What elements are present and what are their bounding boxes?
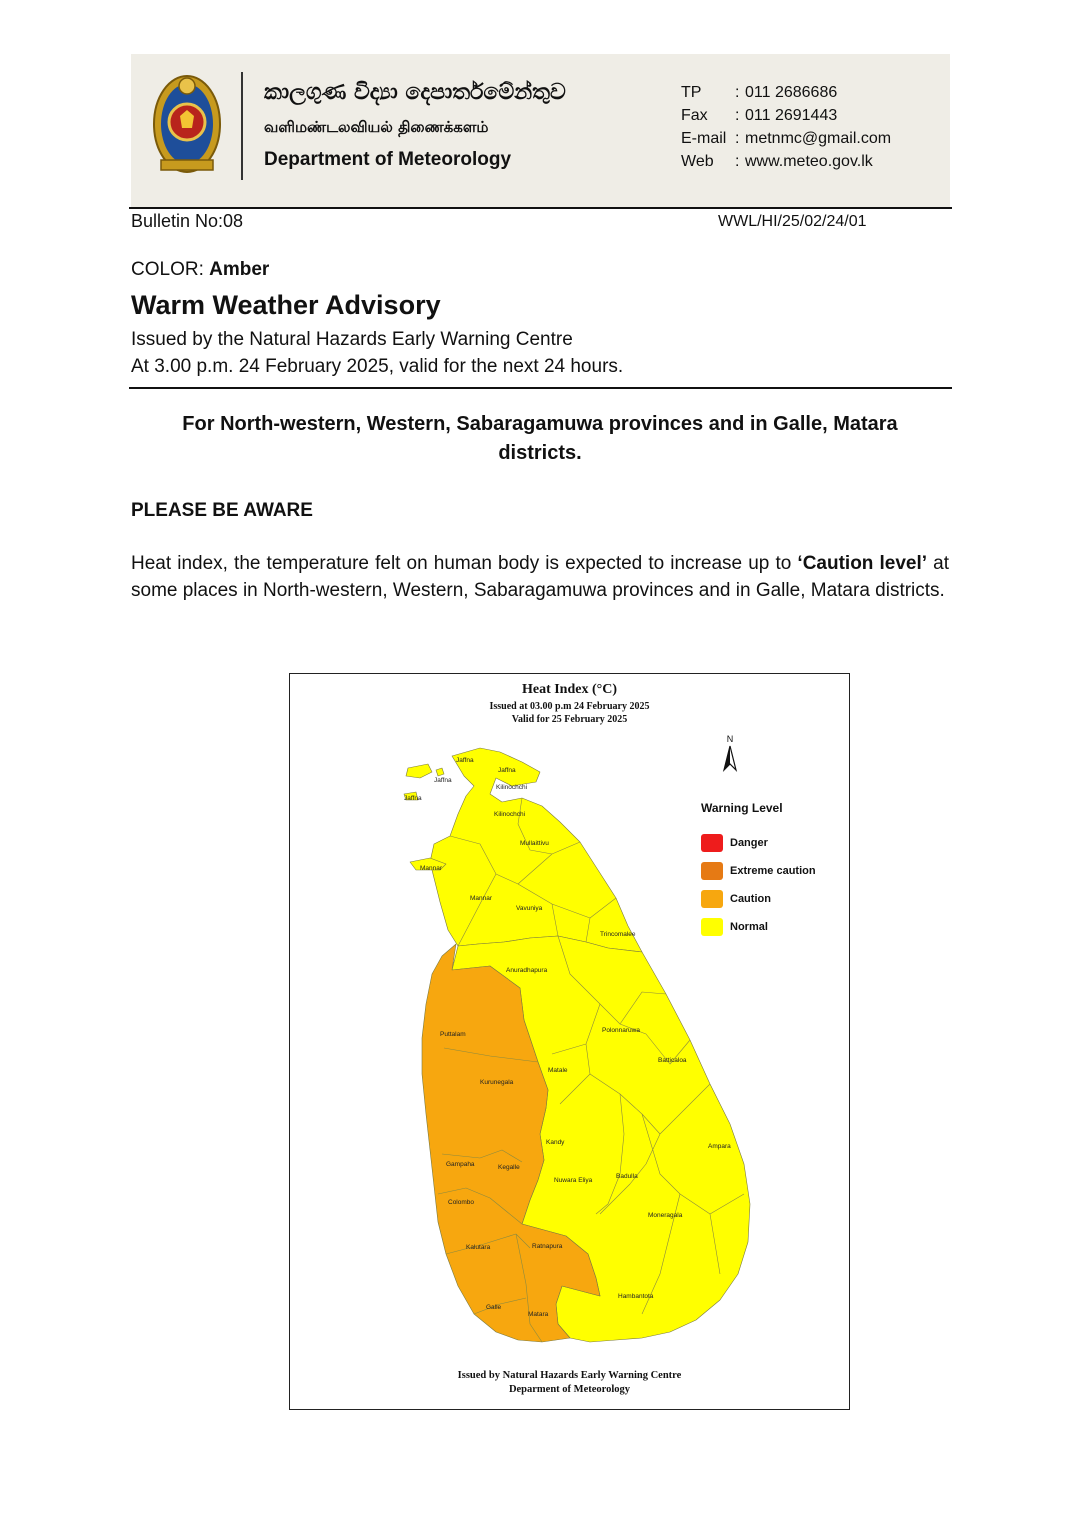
contact-value: 011 2691443 [745,107,838,124]
color-label: COLOR: [131,259,204,280]
map-footer-centre: Issued by Natural Hazards Early Warning Centre [457,1370,682,1381]
label-badulla: Badulla [616,1173,638,1180]
advisory-body [131,550,949,604]
header-divider [241,72,243,180]
label-mullaittivu: Mullaittivu [520,840,549,847]
caution-level-emphasis: ‘Caution level’ [797,553,928,574]
label-matara: Matara [528,1311,549,1318]
label-vavuniya: Vavuniya [516,905,543,912]
affected-areas: For North-western, Western, Sabaragamuwa provinces and in Galle, Matara districts. [182,413,898,464]
contact-value[interactable]: www.meteo.gov.lk [745,153,873,170]
label-nuwara-eliya: Nuwara Eliya [554,1177,593,1184]
label-kalutara: Kalutara [466,1244,491,1251]
org-name-english: Department of Meteorology [264,149,512,170]
label-jaffna: Jaffna [456,757,474,764]
contact-tp [681,81,891,104]
north-arrow-icon [720,734,740,774]
legend-item-caution [701,885,816,913]
contact-separator: : [735,107,740,124]
map-title: Heat Index (°C) [521,682,618,697]
bulletin-reference: WWL/HI/25/02/24/01 [718,213,867,230]
legend-label: Normal [730,921,768,933]
contact-key: TP [681,84,702,101]
issued-at: At 3.00 p.m. 24 February 2025, valid for the next 24 hours. [131,356,624,377]
org-name-sinhala: කාලගුණ විද්‍යා දෙපාර්තමේන්තුව [264,80,566,105]
label-anuradhapura: Anuradhapura [506,967,548,974]
label-kegalle: Kegalle [498,1164,520,1171]
sri-lanka-emblem-icon [151,72,223,176]
label-ampara: Ampara [708,1143,731,1150]
contact-key: E-mail [681,130,727,147]
map-issued: Issued at 03.00 p.m 24 February 2025 [489,701,650,712]
legend-swatch-danger [701,834,723,852]
body-text-end: at some places in North-western, Western, Sabaragamuwa provinces and in Galle, Matara districts. [131,553,950,601]
bulletin-number: Bulletin No:08 [131,211,244,231]
legend-label: Extreme caution [730,865,816,877]
label-mannar: Mannar [420,865,443,872]
org-name-tamil: வளிமண்டலவியல் திணைக்களம் [264,118,489,136]
legend-swatch-normal [701,918,723,936]
label-jaffna: Jaffna [434,777,452,784]
contact-separator: : [735,153,740,170]
legend-item-danger [701,829,816,857]
label-jaffna: Jaffna [498,767,516,774]
map-footer-department: Deparment of Meteorology [508,1384,631,1395]
label-polonnaruwa: Polonnaruwa [602,1027,640,1034]
color-line [131,259,269,281]
contact-value[interactable]: metnmc@gmail.com [745,130,892,147]
label-matale: Matale [548,1067,568,1074]
contact-key: Web [681,153,714,170]
contact-key: Fax [681,107,708,124]
aware-heading: PLEASE BE AWARE [131,500,313,521]
color-value: Amber [209,259,270,280]
label-puttalam: Puttalam [440,1031,466,1038]
contact-email [681,127,891,150]
contact-web [681,150,891,173]
label-ratnapura: Ratnapura [532,1243,563,1250]
label-kurunegala: Kurunegala [480,1079,514,1086]
heat-index-map [289,673,850,1410]
body-text-start: Heat index, the temperature felt on human body is expected to increase up to [131,553,798,574]
label-kandy: Kandy [546,1139,565,1146]
contact-value: 011 2686686 [745,84,838,101]
section-rule [129,387,952,389]
issued-block [131,326,623,380]
label-moneragala: Moneragala [648,1212,683,1219]
legend-item-extreme-caution [701,857,816,885]
contact-separator: : [735,130,740,147]
district-normal-north [430,748,642,952]
legend-title: Warning Level [701,801,783,815]
label-gampaha: Gampaha [446,1161,475,1168]
label-kilinochchi: Kilinochchi [496,784,528,791]
map-legend [701,801,816,941]
map-valid: Valid for 25 February 2025 [511,714,628,725]
contact-fax [681,104,891,127]
district-jaffna-islands [406,764,432,778]
district-jaffna-islet [436,768,444,776]
legend-item-normal [701,913,816,941]
north-arrow-glyph-icon [720,744,740,772]
label-mannar: Mannar [470,895,493,902]
label-batticaloa: Batticaloa [658,1057,687,1064]
label-colombo: Colombo [448,1199,475,1206]
label-trincomalee: Trincomalee [600,931,636,938]
advisory-title: Warm Weather Advisory [131,290,441,320]
sri-lanka-map [290,674,848,1408]
letterhead [131,54,950,207]
legend-label: Caution [730,893,771,905]
header-rule [129,207,952,209]
contact-block [681,81,891,173]
north-label: N [726,734,734,744]
legend-label: Danger [730,837,768,849]
label-hambantota: Hambantota [618,1293,654,1300]
legend-swatch-caution [701,890,723,908]
label-galle: Galle [486,1304,502,1311]
label-jaffna: Jaffna [404,795,422,802]
legend-swatch-extreme-caution [701,862,723,880]
contact-separator: : [735,84,740,101]
issued-by: Issued by the Natural Hazards Early Warning Centre [131,329,573,350]
label-kilinochchi: Kilinochchi [494,811,526,818]
